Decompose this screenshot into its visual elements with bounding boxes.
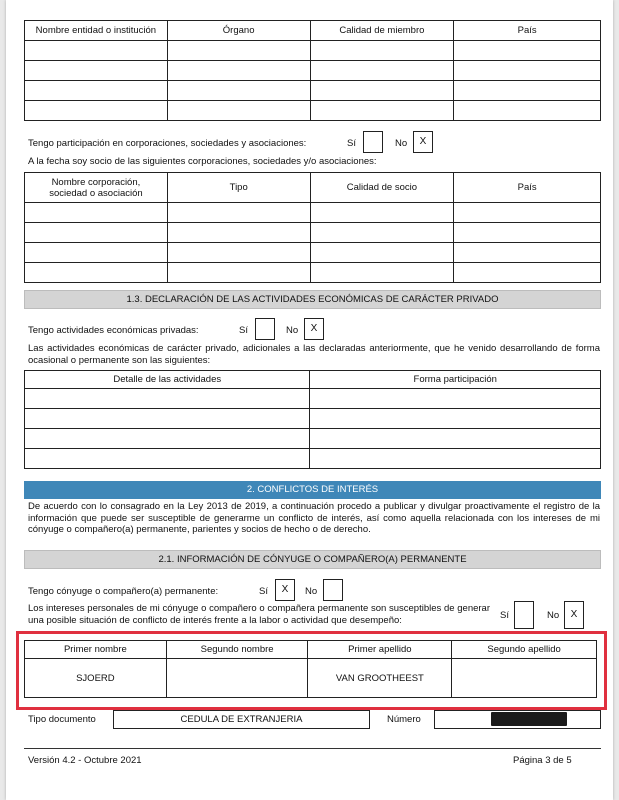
- table-row: [25, 243, 601, 263]
- col-participation-form: Forma participación: [310, 371, 601, 389]
- number-label: Número: [387, 714, 421, 725]
- first-surname-value[interactable]: VAN GROOTHEEST: [308, 659, 452, 698]
- col-member-quality: Calidad de miembro: [310, 21, 454, 41]
- spouse-question: Tengo cónyuge o compañero(a) permanente:: [28, 586, 219, 597]
- spouse-interests-text: Los intereses personales de mi cónyuge o compañero o compañera permanente son susceptibles de generar una posible situación de conflicto de interés frente a la labor o actividad que desempeño:: [28, 603, 490, 626]
- private-activities-yes-label: Sí: [239, 325, 248, 336]
- interests-yes-label: Sí: [500, 610, 509, 621]
- conflicts-paragraph: De acuerdo con lo consagrado en la Ley 2013 de 2019, a continuación procedo a publicar y divulgar proactivamente el registro de la información que puede ser susceptible de generarme un conflicto de interés, así como aquella relacionada con los intereses de mi cónyuge o compañero(a) permanente, parientes y socios de hecho o de derecho.: [28, 501, 600, 535]
- col-second-surname: Segundo apellido: [452, 641, 597, 659]
- participation-no-label: No: [395, 138, 408, 149]
- col-activity-detail: Detalle de las actividades: [25, 371, 310, 389]
- col-organ: Órgano: [167, 21, 310, 41]
- col-entity-name: Nombre entidad o institución: [25, 21, 168, 41]
- spouse-no-checkbox[interactable]: [323, 579, 343, 601]
- interests-no-checkbox[interactable]: X: [564, 601, 584, 629]
- col-country: País: [454, 173, 601, 203]
- table-row: [25, 41, 601, 61]
- private-activities-no-checkbox[interactable]: X: [304, 318, 324, 340]
- col-second-name: Segundo nombre: [166, 641, 308, 659]
- private-activities-yes-checkbox[interactable]: [255, 318, 275, 340]
- table-row: [25, 429, 601, 449]
- footer-rule: [24, 748, 601, 749]
- private-activities-no-label: No: [286, 325, 299, 336]
- entities-table: [24, 20, 601, 121]
- table-row: [25, 389, 601, 409]
- private-activities-paragraph: Las actividades económicas de carácter privado, adicionales a las declaradas anteriormente, que he venido desarrollando de forma ocasional o permanente son las siguientes:: [28, 343, 600, 366]
- participation-question: Tengo participación en corporaciones, sociedades y asociaciones:: [28, 138, 307, 149]
- table-row: [25, 409, 601, 429]
- table-row: [25, 263, 601, 283]
- section-2-1-header: 2.1. INFORMACIÓN DE CÓNYUGE O COMPAÑERO(A) PERMANENTE: [24, 550, 601, 569]
- first-name-value[interactable]: SJOERD: [25, 659, 167, 698]
- footer-version: Versión 4.2 - Octubre 2021: [28, 755, 142, 766]
- spouse-names-table: [24, 640, 597, 698]
- table-row: [25, 449, 601, 469]
- col-first-surname: Primer apellido: [308, 641, 452, 659]
- second-name-value[interactable]: [166, 659, 308, 698]
- col-country: País: [454, 21, 601, 41]
- private-activities-table: [24, 370, 601, 469]
- table-row: [25, 81, 601, 101]
- footer-page-number: Página 3 de 5: [513, 755, 572, 766]
- col-partner-quality: Calidad de socio: [310, 173, 454, 203]
- doc-type-label: Tipo documento: [28, 714, 96, 725]
- participation-yes-checkbox[interactable]: [363, 131, 383, 153]
- section-1-3-header: 1.3. DECLARACIÓN DE LAS ACTIVIDADES ECONÓMICAS DE CARÁCTER PRIVADO: [24, 290, 601, 309]
- participation-yes-label: Sí: [347, 138, 356, 149]
- table-row: [25, 61, 601, 81]
- participation-no-checkbox[interactable]: X: [413, 131, 433, 153]
- interests-no-label: No: [547, 610, 560, 621]
- spouse-no-label: No: [305, 586, 318, 597]
- private-activities-question: Tengo actividades económicas privadas:: [28, 325, 199, 336]
- col-first-name: Primer nombre: [25, 641, 167, 659]
- second-surname-value[interactable]: [452, 659, 597, 698]
- spouse-yes-label: Sí: [259, 586, 268, 597]
- section-2-header: 2. CONFLICTOS DE INTERÉS: [24, 481, 601, 499]
- corporations-table: [24, 172, 601, 283]
- col-type: Tipo: [167, 173, 310, 203]
- redaction-block: [491, 712, 567, 726]
- spouse-yes-checkbox[interactable]: X: [275, 579, 295, 601]
- form-page: [6, 0, 613, 800]
- table-row: [25, 203, 601, 223]
- col-corporation-name: Nombre corporación, sociedad o asociación: [25, 173, 168, 203]
- table-row: [25, 223, 601, 243]
- interests-yes-checkbox[interactable]: [514, 601, 534, 629]
- doc-type-field[interactable]: CEDULA DE EXTRANJERIA: [113, 710, 370, 729]
- table-row: [25, 659, 597, 698]
- participation-note: A la fecha soy socio de las siguientes corporaciones, sociedades y/o asociaciones:: [28, 156, 377, 167]
- table-row: [25, 101, 601, 121]
